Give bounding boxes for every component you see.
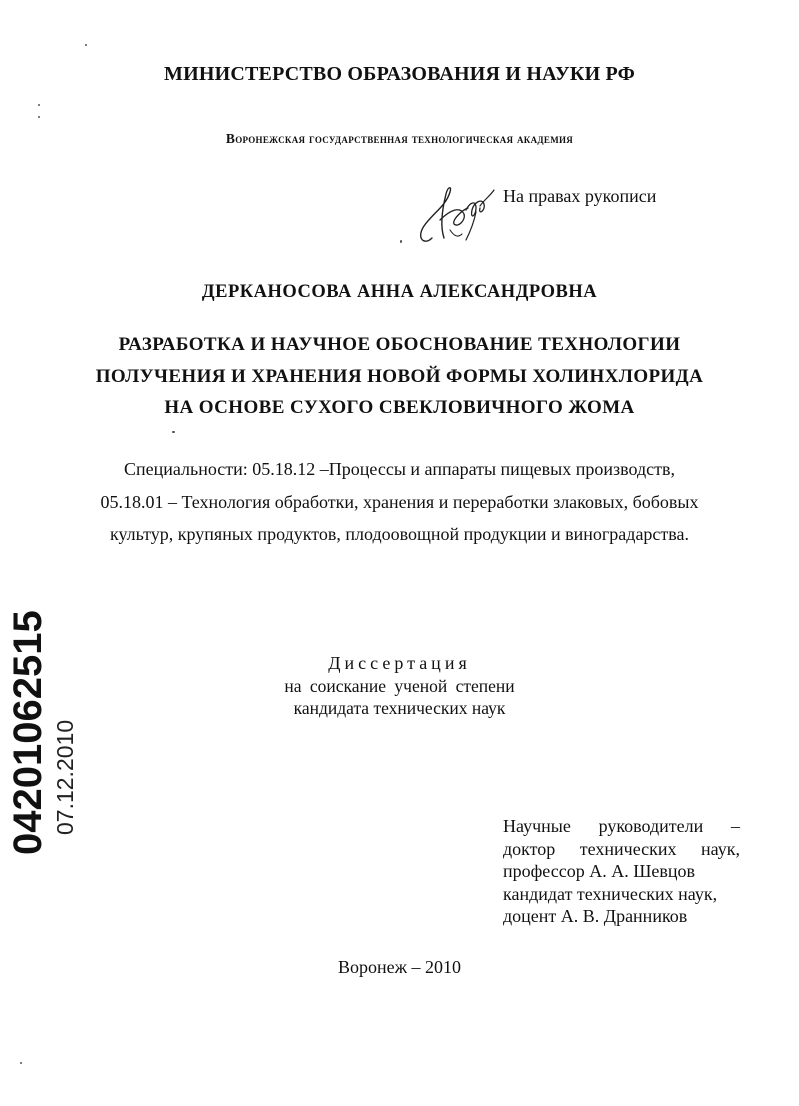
specialty-line-1: Специальности: 05.18.12 –Процессы и аппараты пищевых производств,: [123, 459, 676, 479]
scan-speck: [38, 104, 40, 106]
ministry-heading: МИНИСТЕРСТВО ОБРАЗОВАНИЯ И НАУКИ РФ: [164, 63, 635, 85]
manuscript-rights-note: На правах рукописи: [503, 186, 657, 206]
dissertation-degree: кандидата технических наук: [293, 698, 506, 718]
author-name: ДЕРКАНОСОВА АННА АЛЕКСАНДРОВНА: [201, 282, 598, 302]
supervisors-heading-word-2: руководители: [598, 816, 704, 836]
supervisor-1-degree-word-1: доктор: [503, 838, 556, 859]
supervisors-heading-dash: –: [731, 816, 740, 836]
academy-heading: Воронежская государственная технологическая академия: [225, 131, 574, 146]
supervisor-1-name: профессор А. А. Шевцов: [503, 861, 695, 881]
supervisor-2-degree: кандидат технических наук,: [503, 883, 718, 904]
scan-speck: [38, 116, 40, 118]
handwritten-signature: [410, 180, 510, 250]
scan-speck: [20, 1062, 22, 1064]
scientific-supervisors: [503, 815, 740, 928]
dissertation-title-line-3: НА ОСНОВЕ СУХОГО СВЕКЛОВИЧНОГО ЖОМА: [164, 397, 635, 418]
specialty-line-2: 05.18.01 – Технология обработки, хранения и переработки злаковых, бобовых: [100, 492, 699, 512]
supervisor-1-degree-word-3: наук,: [701, 838, 740, 859]
scan-speck: [172, 431, 175, 433]
scan-speck: [85, 44, 87, 46]
specialty-line-3: культур, крупяных продуктов, плодоовощной продукции и виноградарства.: [109, 524, 690, 544]
scan-speck: [400, 240, 402, 243]
dissertation-title-line-1: РАЗРАБОТКА И НАУЧНОЕ ОБОСНОВАНИЕ ТЕХНОЛОГИИ: [118, 334, 681, 355]
supervisor-1-degree-word-2: технических: [579, 838, 677, 859]
library-stamp-date: 07.12.2010: [52, 719, 78, 835]
supervisors-heading-word-1: Научные: [503, 816, 571, 836]
supervisors-heading: [503, 815, 740, 838]
library-stamp-number: 04201062515: [6, 610, 50, 855]
dissertation-type: Диссертация: [328, 653, 471, 673]
supervisor-1-degree: [503, 838, 740, 861]
city-and-year: Воронеж – 2010: [337, 957, 462, 977]
dissertation-purpose: на соискание ученой степени: [284, 676, 515, 696]
supervisor-2-name: доцент А. В. Дранников: [503, 906, 688, 926]
dissertation-title-line-2: ПОЛУЧЕНИЯ И ХРАНЕНИЯ НОВОЙ ФОРМЫ ХОЛИНХЛОРИДА: [95, 366, 704, 387]
